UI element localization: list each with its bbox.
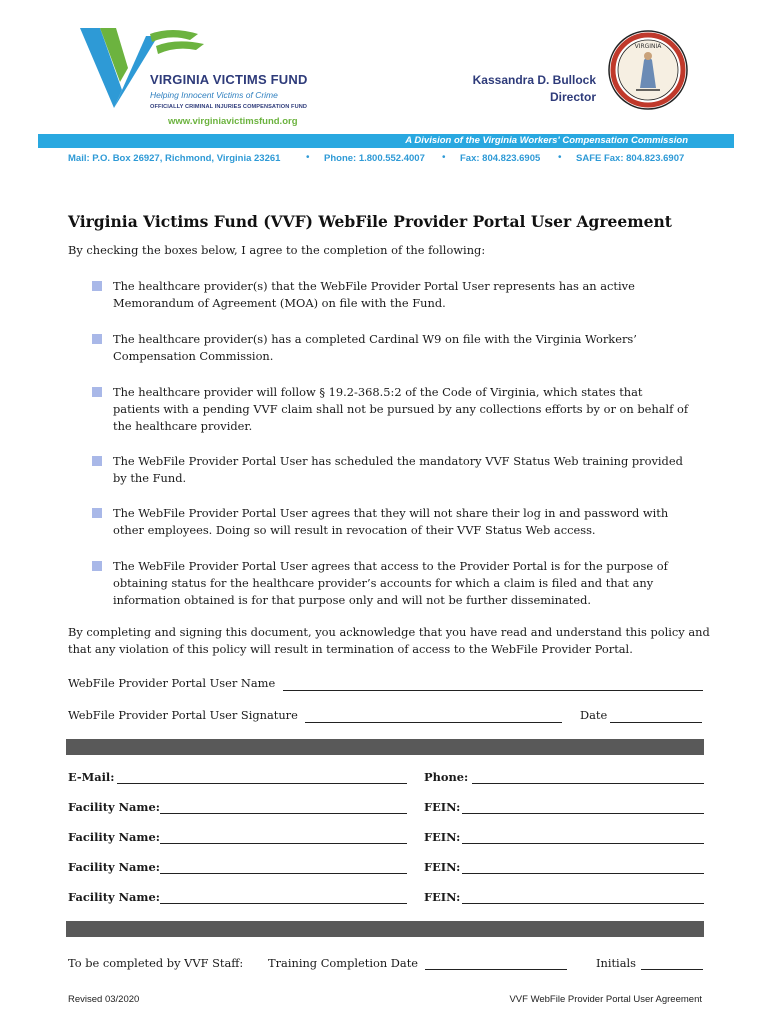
agreement-item (92, 384, 692, 435)
agreement-text: The healthcare provider(s) has a completed Cardinal W9 on file with the Virginia Workers’ Compensation Commission. (113, 332, 637, 363)
initials-label: Initials (596, 956, 636, 970)
fein-field[interactable] (462, 903, 704, 904)
email-label: E-Mail: (68, 770, 115, 784)
agreement-text: The healthcare provider will follow § 19.2-368.5:2 of the Code of Virginia, which states that patients with a pending VVF claim shall not be pursued by any collections efforts by or on behalf of the healthcare provider. (113, 385, 689, 433)
svg-text:VIRGINIA: VIRGINIA (634, 43, 662, 50)
section-divider (66, 739, 704, 755)
director-name: Kassandra D. Bullock (472, 73, 596, 87)
checkbox[interactable] (92, 387, 102, 397)
agreement-text: The WebFile Provider Portal User agrees that access to the Provider Portal is for the purpose of obtaining status for the healthcare provider’s accounts for which a claim is filed and that any information obtained is for that purpose only and will not be further disseminated. (113, 559, 668, 607)
facility-name-field[interactable] (160, 873, 407, 874)
division-bar (38, 134, 734, 148)
fein-field[interactable] (462, 873, 704, 874)
separator-dot: • (442, 152, 446, 163)
agreement-text: The WebFile Provider Portal User has scheduled the mandatory VVF Status Web training provided by the Fund. (113, 454, 683, 485)
checkbox[interactable] (92, 334, 102, 344)
fein-field[interactable] (462, 843, 704, 844)
org-website-link[interactable]: www.virginiavictimsfund.org (168, 116, 298, 127)
director-title: Director (549, 90, 596, 104)
user-name-field[interactable] (283, 690, 703, 691)
facility-name-label: Facility Name: (68, 860, 160, 874)
checkbox[interactable] (92, 281, 102, 291)
acknowledgement-text: By completing and signing this document, you acknowledge that you have read and understand this policy and that any violation of this policy will result in termination of access to the WebFile Provider Portal. (68, 625, 710, 656)
phone-label: Phone: (424, 770, 469, 784)
contact-fax: Fax: 804.823.6905 (460, 153, 541, 164)
org-name: VIRGINIA VICTIMS FUND (150, 72, 308, 87)
signature-label: WebFile Provider Portal User Signature (68, 708, 298, 722)
staff-label: To be completed by VVF Staff: (68, 956, 244, 970)
agreement-item (92, 331, 692, 365)
contact-safe-fax: SAFE Fax: 804.823.6907 (576, 153, 685, 164)
user-name-label: WebFile Provider Portal User Name (68, 676, 276, 690)
fein-label: FEIN: (424, 890, 461, 904)
facility-name-field[interactable] (160, 843, 407, 844)
initials-field[interactable] (641, 969, 703, 970)
checkbox[interactable] (92, 561, 102, 571)
agreement-text: The WebFile Provider Portal User agrees that they will not share their log in and password with other employees. Doing so will result in revocation of their VVF Status Web access. (113, 506, 669, 537)
fein-label: FEIN: (424, 800, 461, 814)
fein-label: FEIN: (424, 860, 461, 874)
training-date-field[interactable] (425, 969, 567, 970)
agreement-text: The healthcare provider(s) that the WebFile Provider Portal User represents has an active Memorandum of Agreement (MOA) on file with the Fund. (113, 279, 635, 310)
contact-phone: Phone: 1.800.552.4007 (324, 153, 425, 164)
fein-label: FEIN: (424, 830, 461, 844)
training-date-label: Training Completion Date (268, 956, 419, 970)
intro-text: By checking the boxes below, I agree to the completion of the following: (68, 243, 486, 257)
org-tagline: Helping Innocent Victims of Crime (150, 90, 278, 100)
facility-name-field[interactable] (160, 903, 407, 904)
revision-date: Revised 03/2020 (68, 994, 140, 1005)
phone-field[interactable] (472, 783, 704, 784)
checkbox[interactable] (92, 508, 102, 518)
agreement-item (92, 278, 692, 312)
date-field[interactable] (610, 722, 702, 723)
facility-name-label: Facility Name: (68, 830, 160, 844)
agreement-item (92, 505, 692, 539)
checkbox[interactable] (92, 456, 102, 466)
contact-mail: Mail: P.O. Box 26927, Richmond, Virginia 23261 (68, 153, 281, 164)
org-subtitle: OFFICIALLY CRIMINAL INJURIES COMPENSATION FUND (150, 104, 307, 110)
date-label: Date (580, 708, 608, 722)
separator-dot: • (306, 152, 310, 163)
facility-name-label: Facility Name: (68, 890, 160, 904)
signature-field[interactable] (305, 722, 562, 723)
facility-name-label: Facility Name: (68, 800, 160, 814)
division-text: A Division of the Virginia Workers' Compensation Commission (405, 135, 688, 146)
section-divider (66, 921, 704, 937)
separator-dot: • (558, 152, 562, 163)
virginia-seal-icon (608, 30, 688, 110)
page-title: Virginia Victims Fund (VVF) WebFile Provider Portal User Agreement (68, 212, 672, 231)
email-field[interactable] (117, 783, 407, 784)
agreement-item (92, 558, 692, 609)
footer-doc-name: VVF WebFile Provider Portal User Agreement (509, 994, 702, 1005)
facility-name-field[interactable] (160, 813, 407, 814)
agreement-item (92, 453, 692, 487)
fein-field[interactable] (462, 813, 704, 814)
